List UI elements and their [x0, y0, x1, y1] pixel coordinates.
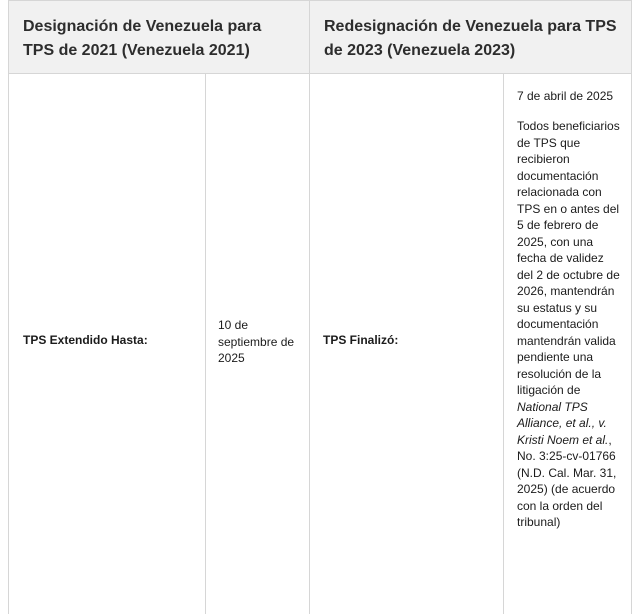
table-header-row — [8, 0, 632, 74]
header-venezuela-2023: Redesignación de Venezuela para TPS de 2023 (Venezuela 2023) — [324, 18, 617, 59]
tps-extended-date: 10 de septiembre de 2025 — [218, 318, 295, 365]
cell-extended-label — [9, 74, 206, 614]
tps-extended-label: TPS Extendido Hasta: — [23, 333, 148, 347]
cell-ended-label — [310, 74, 504, 614]
table-row — [8, 74, 632, 614]
tps-ended-date: 7 de abril de 2025 — [517, 89, 614, 103]
cell-ended-details — [504, 74, 631, 614]
tps-table — [8, 0, 640, 604]
cell-extended-date — [206, 74, 310, 614]
tps-ended-label: TPS Finalizó: — [323, 333, 399, 347]
details-text-part1: Todos beneficiarios de TPS que recibieron documentación relacionada con TPS en o antes del 5 de febrero de 2025, con una fecha de validez del 2 de octubre de 2026, mantendrán su estatus y su documentación mantendrán valida pendiente una resolución de la litigación de — [517, 119, 620, 397]
case-name: National TPS Alliance, et al., v. Kristi Noem et al. — [517, 399, 609, 447]
tps-ended-details-text — [517, 118, 621, 531]
details-text-part2: , No. 3:25-cv-01766 (N.D. Cal. Mar. 31, 2025) (de acuerdo con la orden del tribunal) — [517, 432, 617, 529]
header-venezuela-2021: Designación de Venezuela para TPS de 2021 (Venezuela 2021) — [9, 1, 310, 75]
